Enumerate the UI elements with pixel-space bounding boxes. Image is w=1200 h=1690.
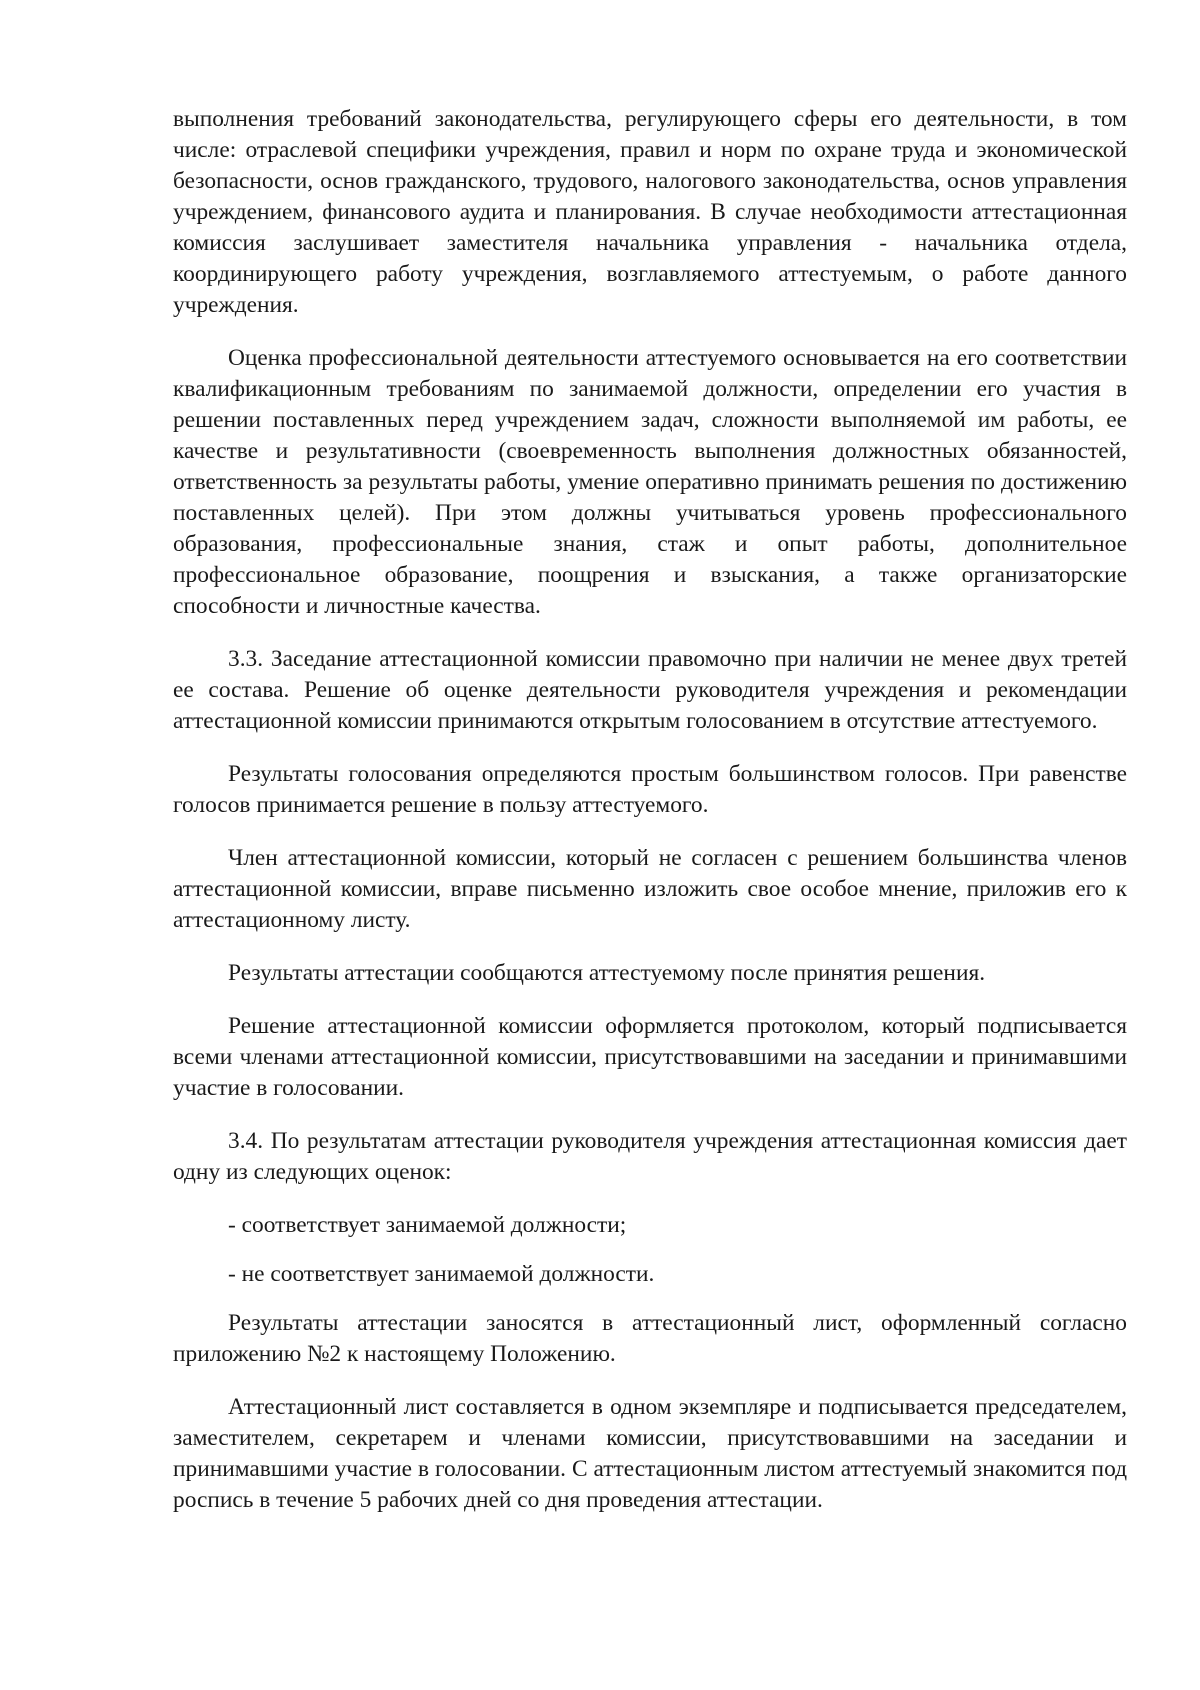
paragraph-3-4-assessments: 3.4. По результатам аттестации руководителя учреждения аттестационная комиссия дает одну из следующих оценок: [173, 1128, 1127, 1185]
paragraph-dissenting-opinion: Член аттестационной комиссии, который не согласен с решением большинства членов аттестационной комиссии, вправе письменно изложить свое особое мнение, приложив его к аттестационному листу. [173, 845, 1127, 933]
paragraph-results-notification: Результаты аттестации сообщаются аттестуемому после принятия решения. [228, 960, 986, 986]
paragraph-protocol: Решение аттестационной комиссии оформляется протоколом, который подписывается всеми членами аттестационной комиссии, присутствовавшими на заседании и принимавшими участие в голосовании. [173, 1013, 1127, 1101]
paragraph-attestation-sheet-signing: Аттестационный лист составляется в одном экземпляре и подписывается председателем, заместителем, секретарем и членами комиссии, присутствовавшими на заседании и принимавшими участие в голосовании. С аттестационным листом аттестуемый знакомится под роспись в течение 5 рабочих дней со дня проведения аттестации. [173, 1394, 1127, 1513]
paragraph-evaluation-criteria: Оценка профессиональной деятельности аттестуемого основывается на его соответствии квалификационным требованиям по занимаемой должности, определении его участия в решении поставленных перед учреждением задач, сложности выполняемой им работы, ее качестве и результативности (своевременность выполнения должностных обязанностей, ответственность за результаты работы, умение оперативно принимать решения по достижению поставленных целей). При этом должны учитываться уровень профессионального образования, профессиональные знания, стаж и опыт работы, дополнительное профессиональное образование, поощрения и взыскания, а также организаторские способности и личностные качества. [173, 345, 1127, 619]
paragraph-voting-results: Результаты голосования определяются простым большинством голосов. При равенстве голосов принимается решение в пользу аттестуемого. [173, 761, 1127, 818]
list-item-does-not-correspond: - не соответствует занимаемой должности. [228, 1261, 655, 1287]
paragraph-3-3-quorum: 3.3. Заседание аттестационной комиссии правомочно при наличии не менее двух третей ее состава. Решение об оценке деятельности руководителя учреждения и рекомендации аттестационной комиссии принимаются открытым голосованием в отсутствие аттестуемого. [173, 646, 1127, 734]
paragraph-continuation: выполнения требований законодательства, регулирующего сферы его деятельности, в том числе: отраслевой специфики учреждения, правил и норм по охране труда и экономической безопасности, основ гражданского, трудового, налогового законодательства, основ управления учреждением, финансового аудита и планирования. В случае необходимости аттестационная комиссия заслушивает заместителя начальника управления - начальника отдела, координирующего работу учреждения, возглавляемого аттестуемым, о работе данного учреждения. [173, 106, 1127, 318]
document-page [173, 104, 1127, 1538]
list-item-corresponds: - соответствует занимаемой должности; [228, 1212, 627, 1238]
paragraph-attestation-sheet-entry: Результаты аттестации заносятся в аттестационный лист, оформленный согласно приложению №2 к настоящему Положению. [173, 1310, 1127, 1367]
